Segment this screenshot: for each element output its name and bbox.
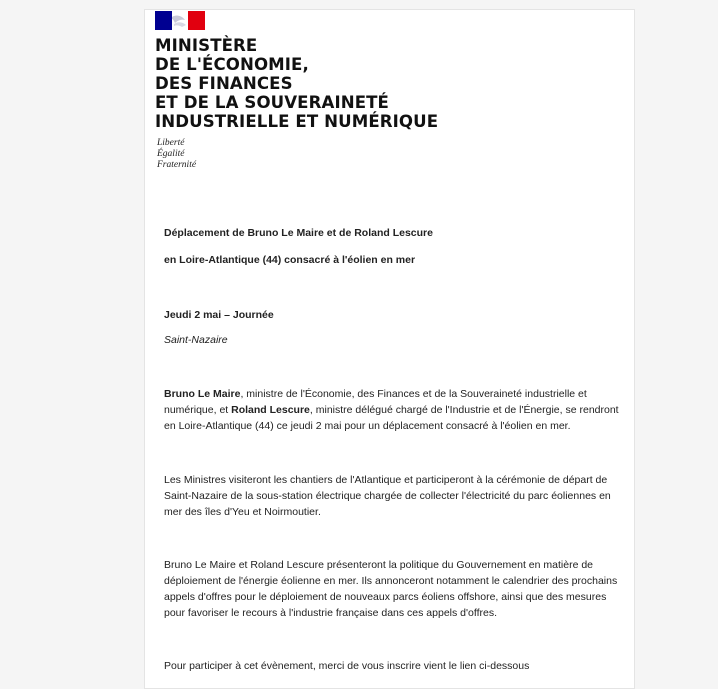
ministry-line: ET DE LA SOUVERAINETÉ [155, 93, 389, 112]
title-line-1: Déplacement de Bruno Le Maire et de Roland Lescure [164, 227, 433, 239]
motto-line: Fraternité [157, 160, 197, 170]
motto-line: Liberté [157, 138, 185, 148]
ministry-line: DES FINANCES [155, 74, 293, 93]
ministry-line: DE L'ÉCONOMIE, [155, 55, 309, 74]
ministry-line: MINISTÈRE [155, 36, 258, 55]
ministry-name [155, 36, 438, 131]
paragraph-1-text-a: , ministre de l'Économie, des Finances et de la Souveraineté industrielle et numérique, et [164, 388, 587, 416]
paragraph-1-text-b: , ministre délégué chargé de l'Industrie et de l'Énergie, se rendront en Loire-Atlantique (44) ce jeudi 2 mai pour un déplacement consacré à l'éolien en mer. [164, 404, 619, 432]
event-place: Saint-Nazaire [164, 334, 228, 346]
ministry-line: INDUSTRIELLE ET NUMÉRIQUE [155, 112, 439, 131]
paragraph-1 [164, 386, 624, 434]
paragraph-3: Bruno Le Maire et Roland Lescure présenteront la politique du Gouvernement en matière de déploiement de l'énergie éolienne en mer. Ils annonceront notamment le calendrier des prochains appels d'offres pour le déploiement de nouveaux parcs éoliens offshore, ainsi que des mesures pour favoriser le recours à l'industrie française dans ces appels d'offres. [164, 559, 618, 619]
minister-name-2: Roland Lescure [231, 404, 310, 416]
title-line-2: en Loire-Atlantique (44) consacré à l'éolien en mer [164, 254, 416, 266]
republic-motto [157, 138, 196, 171]
minister-name-1: Bruno Le Maire [164, 388, 241, 400]
paragraph-4: Pour participer à cet évènement, merci de vous inscrire vient le lien ci-dessous [164, 660, 530, 672]
event-date: Jeudi 2 mai – Journée [164, 309, 274, 321]
french-flag-logo [155, 11, 205, 30]
motto-line: Égalité [157, 149, 185, 159]
paragraph-2: Les Ministres visiteront les chantiers de l'Atlantique et participeront à la cérémonie de départ de Saint-Nazaire de la sous-station électrique chargée de collecter l'électricité du parc éoliennes en mer des îles d'Yeu et Noirmoutier. [164, 474, 611, 518]
email-page [144, 9, 635, 689]
